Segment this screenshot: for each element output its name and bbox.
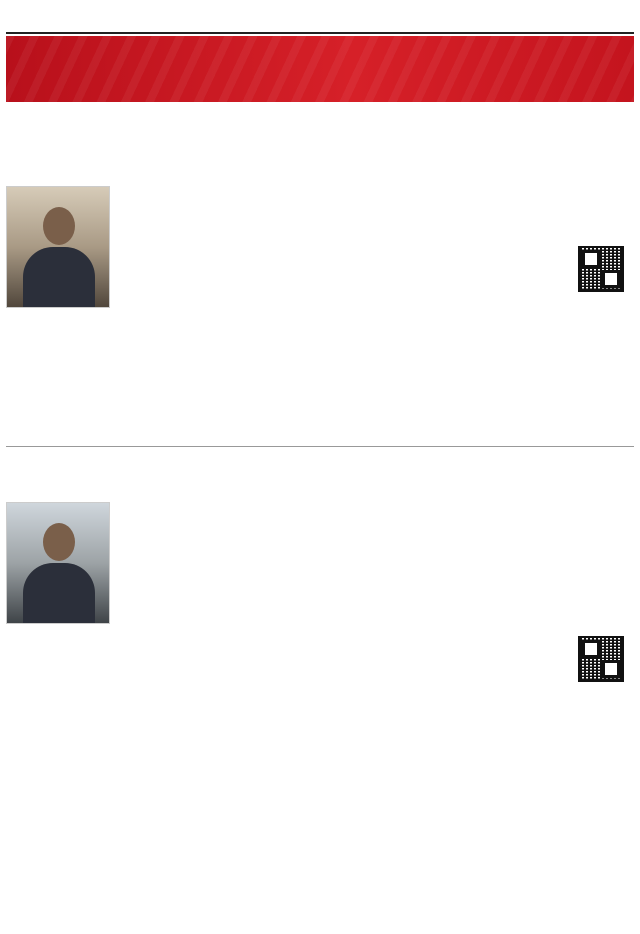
story2-body-5 xyxy=(568,502,634,632)
story2-body-1 xyxy=(120,502,224,708)
story2-body-2 xyxy=(232,502,336,708)
portrait-head xyxy=(43,207,75,245)
story2-portrait-photo xyxy=(6,502,110,624)
portrait-head xyxy=(43,523,75,561)
story2-body-4 xyxy=(456,540,560,708)
story1-portrait-photo xyxy=(6,186,110,308)
story1-body-2a xyxy=(232,186,336,260)
story1-body-3b xyxy=(568,186,634,242)
story1-lead xyxy=(6,332,110,436)
story1-body-1 xyxy=(120,196,224,436)
masthead-rule xyxy=(6,32,634,34)
story2-lead xyxy=(6,648,110,708)
story2-body-3 xyxy=(344,502,448,708)
portrait-body xyxy=(23,247,95,308)
anniversary-banner xyxy=(6,36,634,102)
story1-body-2 xyxy=(232,272,336,436)
story2-body-4a xyxy=(456,502,560,528)
portrait-body xyxy=(23,563,95,624)
story1-qr-code-icon[interactable] xyxy=(578,246,624,292)
story2-qr-code-icon[interactable] xyxy=(578,636,624,682)
story1-divider xyxy=(6,446,634,447)
masthead xyxy=(0,0,640,34)
story1-body-3 xyxy=(456,186,560,436)
banner-rays-decoration xyxy=(6,36,634,102)
story1-body-3a xyxy=(344,186,448,436)
